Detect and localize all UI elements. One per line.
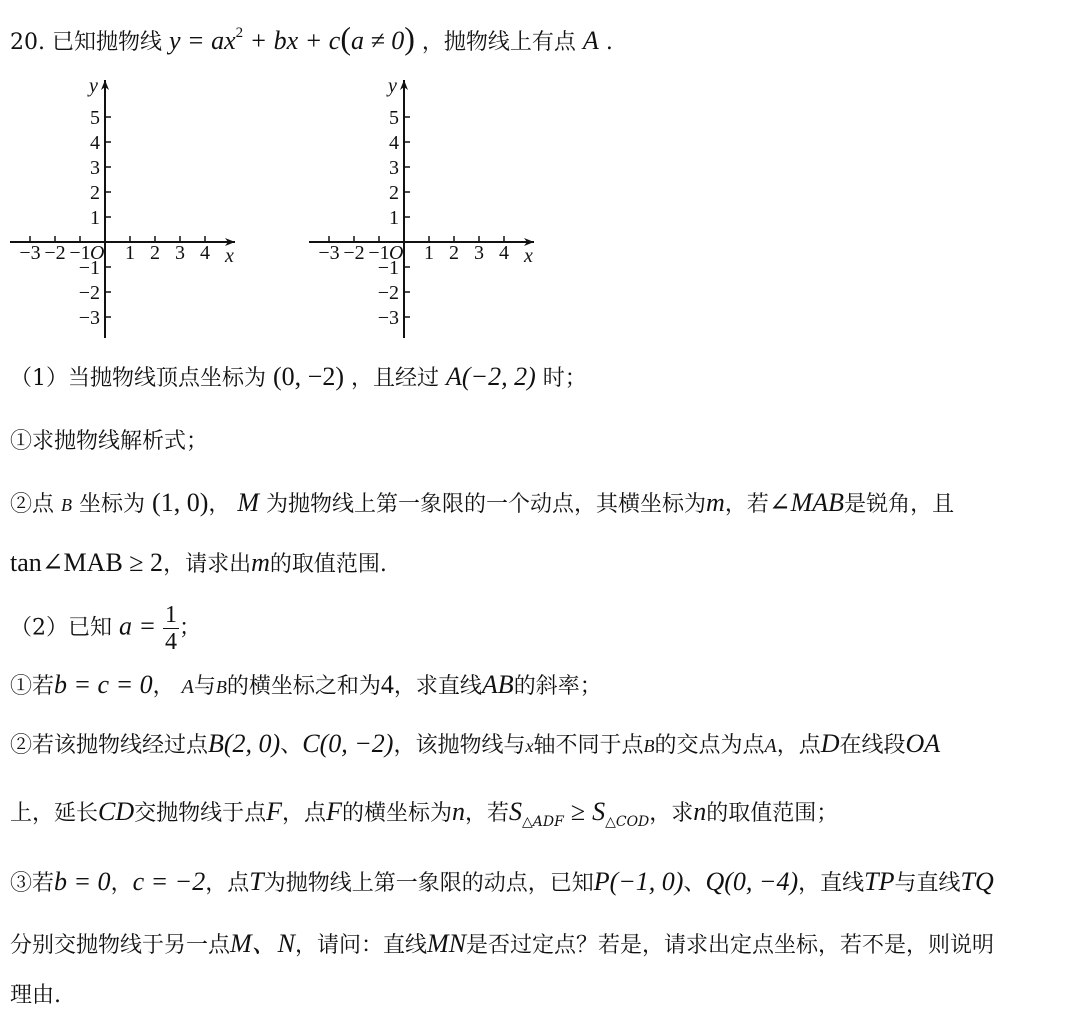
graph2-x-tick-label: 2 [449, 242, 459, 264]
graph2-x-label: x [524, 245, 533, 267]
graph1-x-tick-label: 2 [150, 242, 160, 264]
graph2-y-tick-label: −2 [377, 282, 399, 304]
p2q1-a: A [181, 676, 194, 698]
graph1-x-tick-label: −3 [19, 242, 41, 264]
part2-question1: ①若b = c = 0， A与B的横坐标之和为4，求直线AB的斜率； [10, 670, 602, 699]
q2-coord-label: 坐标为 [79, 492, 146, 517]
p2q2b-f2: F [326, 797, 342, 826]
graph1-y-label: y [89, 75, 98, 97]
graph1-y-tick-label: 1 [90, 207, 100, 229]
p2q2b-if: ，若 [464, 801, 509, 826]
p2q3-prefix: ③若 [10, 871, 55, 896]
graph2-y-tick-label: 5 [389, 107, 399, 129]
p2q2b-end: 的取值范围； [706, 801, 839, 826]
graph1-y-tick-label: 4 [90, 132, 100, 154]
problem-intro [10, 18, 613, 58]
q2-angle: ∠MAB [768, 488, 845, 517]
p2q3-p: P(−1, 0) [593, 867, 684, 896]
part1-end: 时； [542, 366, 587, 391]
p2q3-sep2: 、 [683, 871, 706, 896]
graph1-x-tick-label: 4 [200, 242, 210, 264]
p2q3-mid: 为抛物线上第一象限的动点，已知 [263, 871, 594, 896]
part2-question3-end: 理由. [10, 983, 61, 1008]
p2q2b-s1: S [508, 797, 522, 826]
parabola-equation: $y = ax^2$ + bx + c(a ≠ 0) [169, 20, 415, 56]
graph2-y-tick-label: −3 [377, 307, 399, 329]
p2q3-tq: TQ [960, 867, 994, 896]
p2q2b-n: n [451, 797, 465, 826]
p2q3-pt: ，点 [205, 871, 250, 896]
p2q2-b: B(2, 0) [208, 729, 281, 758]
p2q2b-geq: ≥ [570, 797, 586, 826]
p2q3-c: c = −2 [132, 867, 206, 896]
p2q2-sep: 、 [280, 733, 303, 758]
p2q1-prefix: ①若 [10, 674, 55, 699]
p2q3-b: b = 0 [54, 867, 111, 896]
part1-label: （1）当抛物线顶点坐标为 [10, 366, 266, 391]
p2q2-dpre: ，点 [776, 733, 821, 758]
p2q2b-mid: 交抛物线于点 [134, 801, 267, 826]
graph1-y-tick-label: 2 [90, 182, 100, 204]
graph1-y-tick-label: −2 [78, 282, 100, 304]
p2q2b-prefix: 上，延长 [10, 801, 99, 826]
part1-vertex: (0, −2) [273, 362, 344, 391]
p2q2-bpt: B [643, 736, 655, 756]
p2q1-end: 的斜率； [513, 674, 602, 699]
q2-var-m: m [706, 488, 725, 517]
graph2-origin-label: O [389, 242, 404, 264]
graph2-y-tick-label: 3 [389, 157, 399, 179]
p2q3b-prefix: 分别交抛物线于另一点 [10, 933, 231, 958]
graph2-y-tick-label: 4 [389, 132, 399, 154]
p2q2b-cd: CD [98, 797, 135, 826]
p2q3-and: 与直线 [894, 871, 961, 896]
p2q2-inter: 的交点为点 [654, 733, 765, 758]
part2-label: （2）已知 [10, 615, 112, 641]
part1-intro [10, 362, 587, 394]
p2q2b-s2sub: △COD [605, 814, 650, 830]
p2q2b-abs: 的横坐标为 [341, 801, 452, 826]
p2q2b-s1sub: △ADF [521, 814, 564, 830]
p2q2-mid: ，该抛物线与 [393, 733, 526, 758]
part2-a-eq: a = [119, 611, 157, 641]
q2-var-m2: m [251, 548, 270, 577]
graph2-x-tick-label: 4 [499, 242, 509, 264]
p2q2-prefix: ②若该抛物线经过点 [10, 733, 209, 758]
problem-number: 20. [10, 30, 45, 55]
q2-point-b: B [61, 495, 73, 515]
intro-condition: ，抛物线上有点 [421, 30, 576, 55]
p2q1-ab: AB [481, 670, 514, 699]
p2q1-b: B [215, 677, 227, 697]
part2-intro [10, 602, 201, 655]
intro-point-a: A [582, 26, 599, 55]
p2q1-four: 4 [380, 670, 394, 699]
p2q2b-f: F [266, 797, 283, 826]
graph1-x-tick-label: 3 [175, 242, 185, 264]
graph2-y-tick-label: −1 [377, 257, 399, 279]
part1-question1: ①求抛物线解析式； [10, 429, 209, 454]
q2-point-m: M [237, 488, 260, 517]
p2q1-sum: 的横坐标之和为 [226, 674, 381, 699]
q2-tan: tan∠MAB ≥ 2 [10, 548, 164, 577]
graph2-y-tick-label: 2 [389, 182, 399, 204]
part2-question3 [10, 867, 994, 899]
q2-prefix: ②点 [10, 492, 55, 517]
graph1-origin-label: O [90, 242, 105, 264]
p2q3-sep: ， [110, 871, 133, 896]
graph2-x-tick-label: −1 [368, 242, 390, 264]
p2q2-d: D [820, 729, 840, 758]
p2q3-line: ，直线 [798, 871, 865, 896]
p2q2-a: A [764, 735, 777, 757]
p2q3-tp: TP [864, 867, 895, 896]
p2q2-x: x [525, 736, 534, 756]
q2-range: 的取值范围. [269, 552, 387, 577]
graph1-y-tick-label: 3 [90, 157, 100, 179]
q2-end: ，请求出 [163, 552, 252, 577]
graph2-x-tick-label: −2 [343, 242, 365, 264]
p2q1-ask: ，求直线 [393, 674, 482, 699]
graph1-x-tick-label: 1 [125, 242, 135, 264]
part1-question2-cont [10, 548, 387, 580]
graph2-x-tick-label: 3 [474, 242, 484, 264]
part2-question2-cont [10, 797, 838, 837]
graph1-y-tick-label: −1 [78, 257, 100, 279]
part2-question2 [10, 729, 940, 761]
p2q1-mid: 与 [193, 674, 216, 699]
fraction-denominator: 4 [165, 629, 178, 655]
p2q2-oa: OA [905, 729, 941, 758]
p2q3b-rest: 是否过定点？若是，请求出定点坐标，若不是，则说明 [466, 933, 995, 958]
q2-coord: (1, 0) [152, 488, 209, 517]
part2-fraction [163, 602, 179, 655]
intro-end: . [605, 30, 613, 55]
p2q3-q: Q(0, −4) [705, 867, 799, 896]
graph2-y-tick-label: 1 [389, 207, 399, 229]
p2q2b-ask: ，求 [649, 801, 694, 826]
graph2-y-label: y [388, 75, 397, 97]
part1-mid: ，且经过 [350, 366, 439, 391]
graph2-x-tick-label: −3 [318, 242, 340, 264]
p2q3b-mn: M、N [230, 929, 296, 958]
q2-acute: 是锐角，且 [844, 492, 955, 517]
p2q2b-n2: n [693, 797, 707, 826]
part2-semi: ； [179, 615, 202, 641]
coordinate-graphs [0, 70, 560, 350]
graph1-x-tick-label: −2 [44, 242, 66, 264]
graph2-x-tick-label: 1 [424, 242, 434, 264]
part1-question2: ②点 B 坐标为 (1, 0)， M 为抛物线上第一象限的一个动点，其横坐标为m，若∠MAB是锐角，且 [10, 488, 955, 517]
part1-point: A(−2, 2) [446, 362, 536, 391]
p2q3b-ask: ，请问：直线 [295, 933, 428, 958]
graph1-x-tick-label: −1 [69, 242, 91, 264]
fraction-numerator: 1 [165, 602, 178, 628]
graph1-y-tick-label: −3 [78, 307, 100, 329]
p2q3-t: T [249, 867, 264, 896]
graph1-y-tick-label: 5 [90, 107, 100, 129]
q2-mid: 为抛物线上第一象限的一个动点，其横坐标为 [266, 492, 707, 517]
graph1-x-label: x [225, 245, 234, 267]
p2q2-axis: 轴不同于点 [533, 733, 644, 758]
p2q1-eq: b = c = 0 [54, 670, 153, 699]
part2-question3-cont [10, 929, 994, 961]
p2q2-seg: 在线段 [839, 733, 906, 758]
intro-known: 已知抛物线 [52, 30, 163, 55]
p2q2b-s2: S [592, 797, 606, 826]
p2q3b-mn2: MN [427, 929, 467, 958]
p2q2b-pf: ，点 [282, 801, 327, 826]
q2-if: ，若 [724, 492, 769, 517]
p2q2-c: C(0, −2) [302, 729, 394, 758]
